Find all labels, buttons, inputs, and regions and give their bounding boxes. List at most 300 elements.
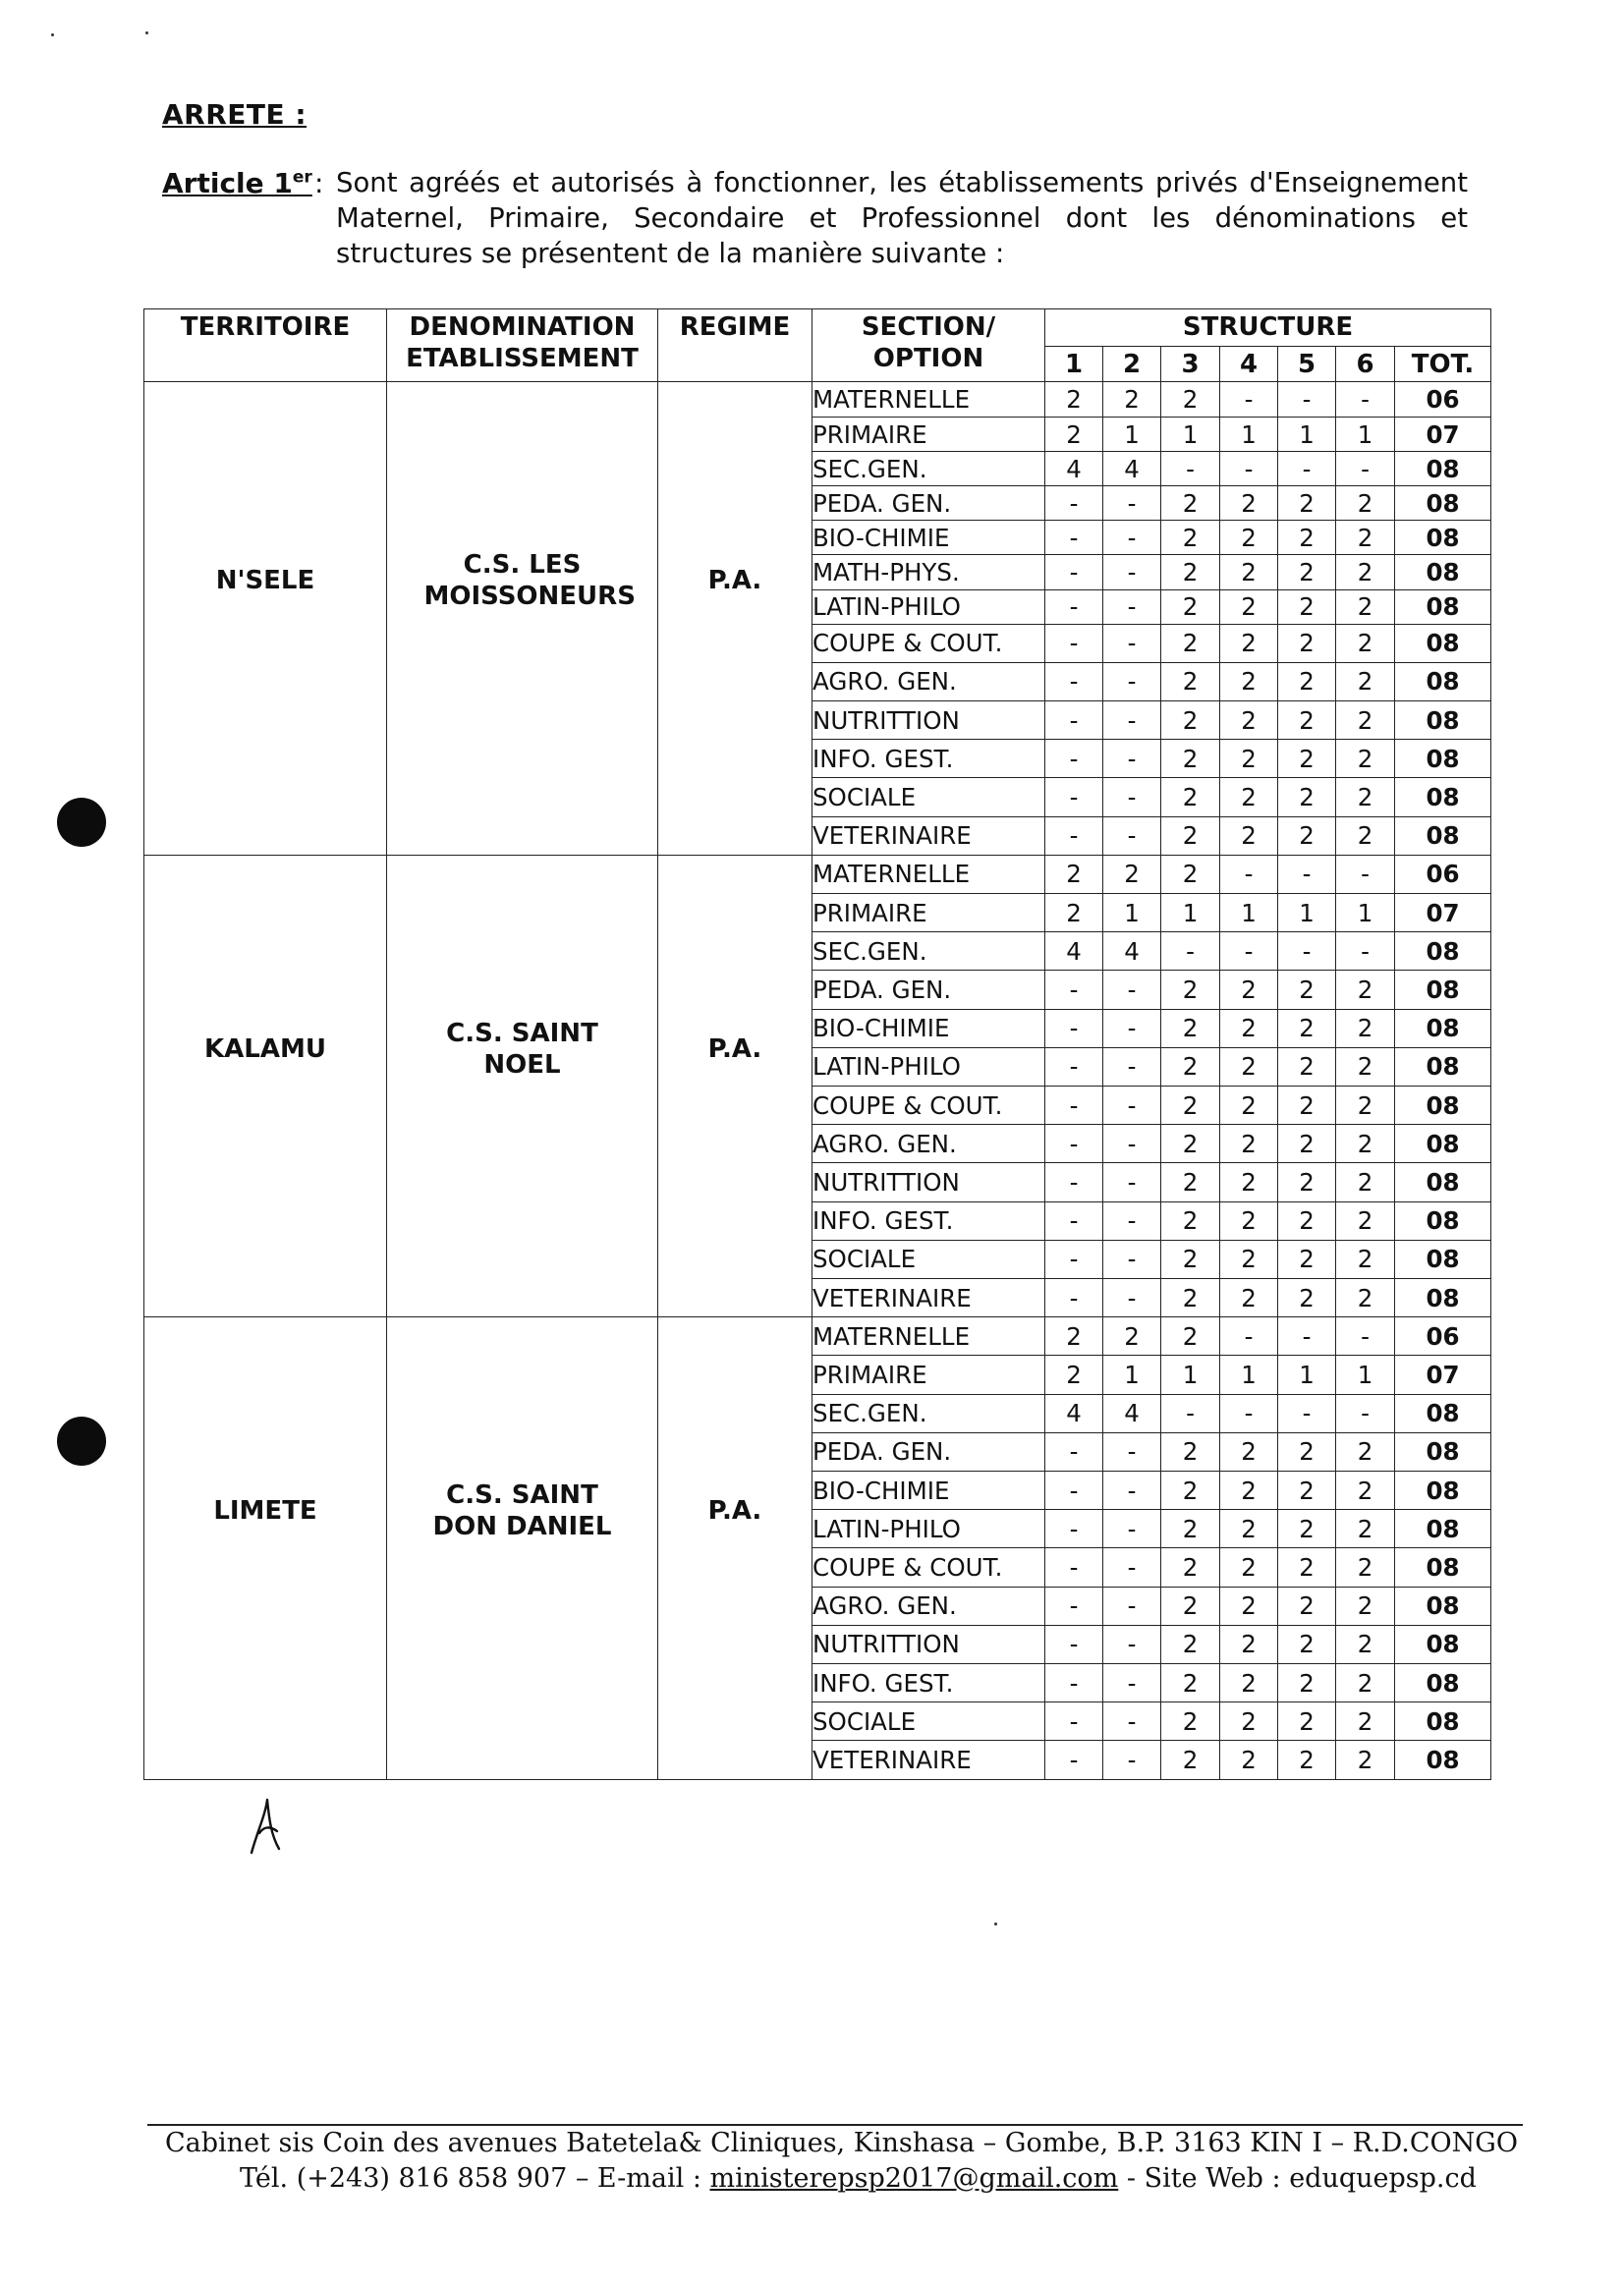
level-1-value: - [1045, 1510, 1103, 1548]
article-colon: : [314, 167, 324, 199]
etablissement-cell [387, 382, 658, 856]
level-4-value: 2 [1220, 1009, 1278, 1047]
territoire-cell [144, 855, 387, 1316]
level-3-value: 2 [1161, 1510, 1220, 1548]
level-1-value: 4 [1045, 452, 1103, 486]
footer-divider [147, 2124, 1523, 2126]
level-4-value: 2 [1220, 1587, 1278, 1625]
level-2-value: - [1103, 816, 1161, 855]
etablissement-name: C.S. LES MOISSONEURS [423, 550, 636, 612]
section-option: BIO-CHIMIE [812, 1009, 1045, 1047]
etablissement-cell [387, 855, 658, 1316]
level-3-value: 2 [1161, 555, 1220, 589]
header-total: TOT. [1395, 347, 1491, 382]
section-option: BIO-CHIMIE [812, 1472, 1045, 1510]
footer-contact [240, 2163, 1477, 2194]
level-1-value: 2 [1045, 1356, 1103, 1394]
total-value: 08 [1395, 589, 1491, 624]
level-2-value: - [1103, 778, 1161, 816]
article-text: Sont agréés et autorisés à fonctionner, les établissements privés d'Enseignement Maternel, Primaire, Secondaire et Professionnel dont les dénominations et structures se présentent de la manière suivante : [336, 167, 1468, 269]
level-1-value: - [1045, 1163, 1103, 1201]
level-3-value: 2 [1161, 589, 1220, 624]
level-5-value: 2 [1278, 1664, 1336, 1702]
total-value: 06 [1395, 382, 1491, 418]
level-1-value: - [1045, 1664, 1103, 1702]
section-option: VETERINAIRE [812, 1279, 1045, 1317]
level-2-value: - [1103, 1625, 1161, 1663]
level-6-value: 2 [1336, 555, 1395, 589]
level-6-value: 2 [1336, 1279, 1395, 1317]
level-4-value: 1 [1220, 894, 1278, 932]
level-2-value: - [1103, 1240, 1161, 1278]
level-2-value: 2 [1103, 855, 1161, 893]
level-6-value: 2 [1336, 1587, 1395, 1625]
level-2-value: - [1103, 486, 1161, 521]
level-2-value: 1 [1103, 418, 1161, 452]
level-2-value: - [1103, 971, 1161, 1009]
level-5-value: 2 [1278, 1741, 1336, 1780]
level-4-value: 2 [1220, 589, 1278, 624]
level-6-value: 2 [1336, 1510, 1395, 1548]
level-3-value: 2 [1161, 1741, 1220, 1780]
footer-address: Cabinet sis Coin des avenues Batetela& Cliniques, Kinshasa – Gombe, B.P. 3163 KIN I – R.D.CONGO [165, 2128, 1518, 2158]
level-3-value: 2 [1161, 521, 1220, 555]
level-6-value: 2 [1336, 1472, 1395, 1510]
section-option: PRIMAIRE [812, 894, 1045, 932]
total-value: 08 [1395, 1240, 1491, 1278]
section-option: SOCIALE [812, 1240, 1045, 1278]
level-5-value: 2 [1278, 740, 1336, 778]
total-value: 08 [1395, 1587, 1491, 1625]
level-4-value: 1 [1220, 418, 1278, 452]
level-3-value: 2 [1161, 1201, 1220, 1240]
section-option: MATH-PHYS. [812, 555, 1045, 589]
scan-speck [51, 33, 54, 36]
total-value: 08 [1395, 1125, 1491, 1163]
level-4-value: 2 [1220, 1125, 1278, 1163]
level-2-value: 4 [1103, 1394, 1161, 1432]
level-5-value: - [1278, 1394, 1336, 1432]
level-5-value: 1 [1278, 418, 1336, 452]
level-6-value: 2 [1336, 740, 1395, 778]
level-4-value: 2 [1220, 624, 1278, 662]
level-3-value: - [1161, 1394, 1220, 1432]
level-4-value: - [1220, 932, 1278, 971]
level-3-value: 2 [1161, 1587, 1220, 1625]
level-6-value: 2 [1336, 1625, 1395, 1663]
level-4-value: 2 [1220, 816, 1278, 855]
level-2-value: - [1103, 1702, 1161, 1741]
level-4-value: - [1220, 1394, 1278, 1432]
binder-hole-2 [57, 1417, 106, 1466]
section-option: AGRO. GEN. [812, 1125, 1045, 1163]
level-5-value: 2 [1278, 1472, 1336, 1510]
level-6-value: 2 [1336, 971, 1395, 1009]
territoire-name: KALAMU [204, 1033, 326, 1064]
header-territoire: TERRITOIRE [144, 309, 387, 382]
level-6-value: 2 [1336, 589, 1395, 624]
section-option: PEDA. GEN. [812, 971, 1045, 1009]
regime-cell [658, 855, 812, 1316]
level-1-value: - [1045, 971, 1103, 1009]
level-5-value: 2 [1278, 589, 1336, 624]
level-5-value: 2 [1278, 816, 1336, 855]
level-5-value: 2 [1278, 1279, 1336, 1317]
level-2-value: - [1103, 1087, 1161, 1125]
level-3-value: 2 [1161, 1702, 1220, 1741]
total-value: 07 [1395, 418, 1491, 452]
level-1-value: - [1045, 1125, 1103, 1163]
section-option: SOCIALE [812, 1702, 1045, 1741]
total-value: 08 [1395, 1394, 1491, 1432]
section-option: PEDA. GEN. [812, 486, 1045, 521]
level-6-value: 2 [1336, 1125, 1395, 1163]
level-4-value: 2 [1220, 1702, 1278, 1741]
level-5-value: 2 [1278, 1163, 1336, 1201]
regime-value: P.A. [707, 1496, 762, 1527]
total-value: 08 [1395, 778, 1491, 816]
level-3-value: 2 [1161, 855, 1220, 893]
total-value: 08 [1395, 971, 1491, 1009]
level-5-value: 2 [1278, 1201, 1336, 1240]
section-option: SOCIALE [812, 778, 1045, 816]
level-5-value: 2 [1278, 1625, 1336, 1663]
level-2-value: 4 [1103, 932, 1161, 971]
level-3-value: 2 [1161, 1087, 1220, 1125]
level-6-value: 2 [1336, 1664, 1395, 1702]
binder-hole-1 [57, 798, 106, 847]
regime-value: P.A. [707, 1033, 762, 1064]
level-6-value: 2 [1336, 486, 1395, 521]
level-1-value: - [1045, 1548, 1103, 1587]
level-2-value: - [1103, 1510, 1161, 1548]
total-value: 08 [1395, 1664, 1491, 1702]
level-3-value: 2 [1161, 382, 1220, 418]
level-4-value: 2 [1220, 971, 1278, 1009]
section-option: NUTRITTION [812, 700, 1045, 739]
total-value: 07 [1395, 894, 1491, 932]
total-value: 08 [1395, 700, 1491, 739]
section-option: PRIMAIRE [812, 418, 1045, 452]
level-3-value: 2 [1161, 1317, 1220, 1356]
level-3-value: 2 [1161, 662, 1220, 700]
header-level-5: 5 [1278, 347, 1336, 382]
total-value: 08 [1395, 1047, 1491, 1086]
section-option: INFO. GEST. [812, 1201, 1045, 1240]
level-4-value: 2 [1220, 1087, 1278, 1125]
section-option: LATIN-PHILO [812, 1510, 1045, 1548]
level-3-value: 2 [1161, 1125, 1220, 1163]
header-level-6: 6 [1336, 347, 1395, 382]
section-option: INFO. GEST. [812, 1664, 1045, 1702]
level-1-value: - [1045, 816, 1103, 855]
level-2-value: - [1103, 1432, 1161, 1471]
level-1-value: - [1045, 1702, 1103, 1741]
level-2-value: - [1103, 624, 1161, 662]
section-option: BIO-CHIMIE [812, 521, 1045, 555]
level-4-value: 2 [1220, 1625, 1278, 1663]
regime-cell [658, 382, 812, 856]
section-option: PEDA. GEN. [812, 1432, 1045, 1471]
level-2-value: - [1103, 1047, 1161, 1086]
level-1-value: 2 [1045, 855, 1103, 893]
level-4-value: 2 [1220, 1510, 1278, 1548]
level-5-value: 2 [1278, 555, 1336, 589]
etablissement-name: C.S. SAINT NOEL [446, 1018, 598, 1080]
level-2-value: 2 [1103, 1317, 1161, 1356]
level-2-value: - [1103, 1201, 1161, 1240]
footer-email-link[interactable]: ministerepsp2017@gmail.com [709, 2163, 1119, 2194]
level-6-value: 2 [1336, 1047, 1395, 1086]
level-2-value: 1 [1103, 894, 1161, 932]
table-row [144, 1317, 1491, 1356]
level-3-value: 2 [1161, 1009, 1220, 1047]
level-4-value: 2 [1220, 486, 1278, 521]
level-6-value: 2 [1336, 1163, 1395, 1201]
level-1-value: - [1045, 1741, 1103, 1780]
level-6-value: 2 [1336, 521, 1395, 555]
total-value: 08 [1395, 624, 1491, 662]
level-4-value: 2 [1220, 700, 1278, 739]
level-2-value: - [1103, 1163, 1161, 1201]
arrete-heading: ARRETE : [162, 98, 308, 131]
header-level-3: 3 [1161, 347, 1220, 382]
section-option: NUTRITTION [812, 1163, 1045, 1201]
article-label-sup: er [292, 167, 312, 188]
section-option: SEC.GEN. [812, 1394, 1045, 1432]
section-option: INFO. GEST. [812, 740, 1045, 778]
total-value: 06 [1395, 855, 1491, 893]
level-1-value: - [1045, 1625, 1103, 1663]
level-2-value: 1 [1103, 1356, 1161, 1394]
level-1-value: 4 [1045, 1394, 1103, 1432]
level-5-value: 2 [1278, 971, 1336, 1009]
total-value: 08 [1395, 1201, 1491, 1240]
level-4-value: - [1220, 1317, 1278, 1356]
level-3-value: 2 [1161, 1240, 1220, 1278]
section-option: PRIMAIRE [812, 1356, 1045, 1394]
total-value: 08 [1395, 1009, 1491, 1047]
territoire-name: N'SELE [215, 566, 315, 596]
level-3-value: 2 [1161, 1548, 1220, 1587]
level-4-value: - [1220, 382, 1278, 418]
header-denomination: DENOMINATION ETABLISSEMENT [387, 309, 658, 382]
level-4-value: 2 [1220, 1472, 1278, 1510]
level-1-value: - [1045, 486, 1103, 521]
etablissement-cell [387, 1317, 658, 1780]
level-1-value: 2 [1045, 1317, 1103, 1356]
level-6-value: 2 [1336, 1201, 1395, 1240]
level-1-value: 2 [1045, 382, 1103, 418]
level-6-value: 2 [1336, 1432, 1395, 1471]
level-2-value: - [1103, 1279, 1161, 1317]
level-6-value: - [1336, 452, 1395, 486]
total-value: 08 [1395, 1702, 1491, 1741]
level-5-value: 2 [1278, 1702, 1336, 1741]
level-1-value: - [1045, 778, 1103, 816]
total-value: 08 [1395, 1087, 1491, 1125]
section-option: MATERNELLE [812, 1317, 1045, 1356]
level-4-value: 2 [1220, 1240, 1278, 1278]
level-5-value: 2 [1278, 521, 1336, 555]
level-1-value: 2 [1045, 418, 1103, 452]
level-5-value: 2 [1278, 486, 1336, 521]
level-2-value: - [1103, 589, 1161, 624]
level-2-value: - [1103, 555, 1161, 589]
level-6-value: 2 [1336, 662, 1395, 700]
section-option: LATIN-PHILO [812, 1047, 1045, 1086]
level-1-value: - [1045, 1009, 1103, 1047]
level-3-value: 2 [1161, 486, 1220, 521]
structure-table [143, 308, 1491, 1780]
level-5-value: 2 [1278, 662, 1336, 700]
section-option: NUTRITTION [812, 1625, 1045, 1663]
level-4-value: 2 [1220, 1664, 1278, 1702]
level-1-value: - [1045, 1587, 1103, 1625]
level-5-value: - [1278, 452, 1336, 486]
level-5-value: 2 [1278, 624, 1336, 662]
table-body [144, 382, 1491, 1780]
level-4-value: 2 [1220, 778, 1278, 816]
level-1-value: - [1045, 521, 1103, 555]
header-structure: STRUCTURE [1045, 309, 1491, 347]
level-3-value: 2 [1161, 1472, 1220, 1510]
level-2-value: - [1103, 521, 1161, 555]
total-value: 08 [1395, 816, 1491, 855]
section-option: AGRO. GEN. [812, 662, 1045, 700]
level-6-value: 2 [1336, 624, 1395, 662]
level-3-value: - [1161, 932, 1220, 971]
table-row [144, 855, 1491, 893]
level-1-value: - [1045, 740, 1103, 778]
total-value: 08 [1395, 1279, 1491, 1317]
total-value: 08 [1395, 555, 1491, 589]
level-6-value: 2 [1336, 1009, 1395, 1047]
table-row [144, 382, 1491, 418]
level-4-value: 2 [1220, 740, 1278, 778]
level-3-value: 2 [1161, 971, 1220, 1009]
total-value: 07 [1395, 1356, 1491, 1394]
section-option: MATERNELLE [812, 855, 1045, 893]
level-3-value: 2 [1161, 740, 1220, 778]
level-6-value: 1 [1336, 418, 1395, 452]
level-5-value: - [1278, 382, 1336, 418]
section-option: VETERINAIRE [812, 1741, 1045, 1780]
level-5-value: 2 [1278, 1087, 1336, 1125]
level-6-value: 2 [1336, 816, 1395, 855]
header-level-4: 4 [1220, 347, 1278, 382]
level-3-value: 1 [1161, 418, 1220, 452]
level-2-value: - [1103, 1587, 1161, 1625]
section-option: COUPE & COUT. [812, 624, 1045, 662]
level-5-value: - [1278, 932, 1336, 971]
level-5-value: 2 [1278, 700, 1336, 739]
level-4-value: 2 [1220, 521, 1278, 555]
level-6-value: 2 [1336, 778, 1395, 816]
level-5-value: 2 [1278, 1047, 1336, 1086]
total-value: 08 [1395, 521, 1491, 555]
level-1-value: - [1045, 1201, 1103, 1240]
level-1-value: - [1045, 555, 1103, 589]
level-1-value: - [1045, 1087, 1103, 1125]
level-5-value: 2 [1278, 1009, 1336, 1047]
level-6-value: 2 [1336, 700, 1395, 739]
level-6-value: 2 [1336, 1240, 1395, 1278]
section-option: VETERINAIRE [812, 816, 1045, 855]
level-3-value: 2 [1161, 700, 1220, 739]
level-5-value: 1 [1278, 894, 1336, 932]
level-3-value: 2 [1161, 1279, 1220, 1317]
header-level-2: 2 [1103, 347, 1161, 382]
level-2-value: - [1103, 1664, 1161, 1702]
level-6-value: - [1336, 1394, 1395, 1432]
section-option: SEC.GEN. [812, 452, 1045, 486]
section-option: COUPE & COUT. [812, 1087, 1045, 1125]
level-2-value: - [1103, 1009, 1161, 1047]
footer-phone: Tél. (+243) 816 858 907 – E-mail : [240, 2163, 710, 2194]
level-4-value: 2 [1220, 1201, 1278, 1240]
level-2-value: - [1103, 1125, 1161, 1163]
level-4-value: 2 [1220, 1548, 1278, 1587]
section-option: SEC.GEN. [812, 932, 1045, 971]
level-1-value: - [1045, 624, 1103, 662]
level-6-value: - [1336, 855, 1395, 893]
level-4-value: 2 [1220, 1432, 1278, 1471]
regime-value: P.A. [707, 566, 762, 596]
level-3-value: 2 [1161, 1432, 1220, 1471]
section-option: LATIN-PHILO [812, 589, 1045, 624]
level-2-value: - [1103, 662, 1161, 700]
level-6-value: 2 [1336, 1548, 1395, 1587]
level-5-value: 2 [1278, 1125, 1336, 1163]
level-5-value: 2 [1278, 1432, 1336, 1471]
header-section: SECTION/ OPTION [812, 309, 1045, 382]
level-1-value: 2 [1045, 894, 1103, 932]
level-6-value: - [1336, 382, 1395, 418]
level-3-value: 2 [1161, 1163, 1220, 1201]
level-6-value: 2 [1336, 1741, 1395, 1780]
total-value: 08 [1395, 1510, 1491, 1548]
total-value: 08 [1395, 1432, 1491, 1471]
level-6-value: 2 [1336, 1087, 1395, 1125]
level-3-value: 2 [1161, 778, 1220, 816]
level-3-value: 2 [1161, 624, 1220, 662]
level-6-value: - [1336, 932, 1395, 971]
section-option: COUPE & COUT. [812, 1548, 1045, 1587]
total-value: 08 [1395, 486, 1491, 521]
level-1-value: 4 [1045, 932, 1103, 971]
header-level-1: 1 [1045, 347, 1103, 382]
level-6-value: 1 [1336, 894, 1395, 932]
section-option: MATERNELLE [812, 382, 1045, 418]
level-1-value: - [1045, 589, 1103, 624]
regime-cell [658, 1317, 812, 1780]
level-5-value: 2 [1278, 1548, 1336, 1587]
level-1-value: - [1045, 1279, 1103, 1317]
level-4-value: 2 [1220, 1279, 1278, 1317]
level-5-value: - [1278, 855, 1336, 893]
total-value: 08 [1395, 1472, 1491, 1510]
level-1-value: - [1045, 662, 1103, 700]
level-6-value: 1 [1336, 1356, 1395, 1394]
footer-website: - Site Web : eduquepsp.cd [1118, 2163, 1477, 2194]
level-3-value: 1 [1161, 1356, 1220, 1394]
initials-signature [246, 1798, 295, 1857]
level-5-value: - [1278, 1317, 1336, 1356]
total-value: 06 [1395, 1317, 1491, 1356]
level-2-value: 2 [1103, 382, 1161, 418]
territoire-cell [144, 382, 387, 856]
